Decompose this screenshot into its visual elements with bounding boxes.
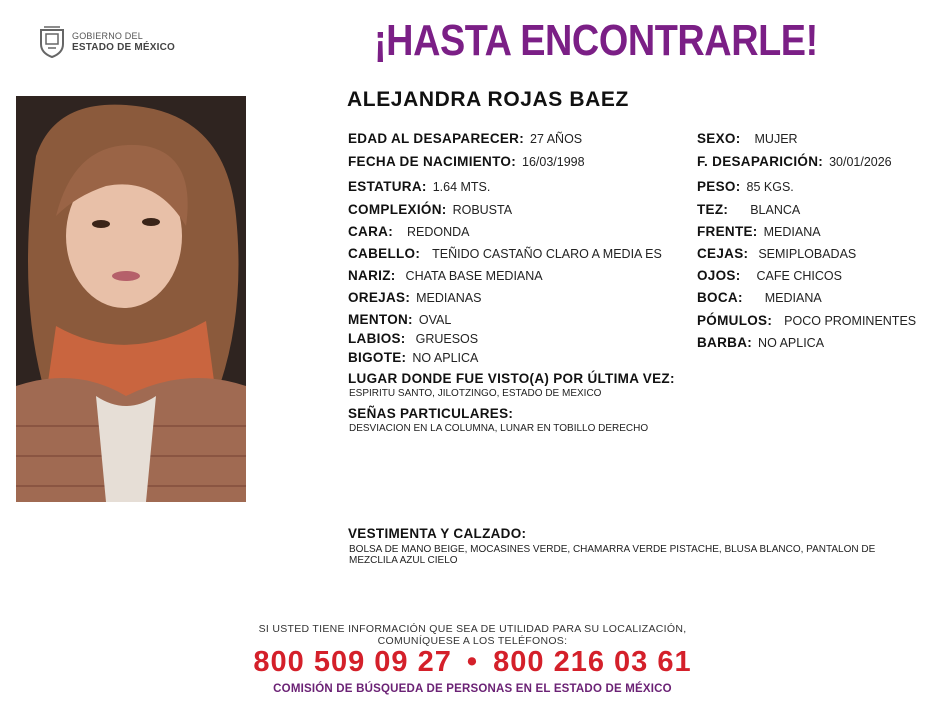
- field-label: FECHA DE NACIMIENTO:: [348, 154, 516, 169]
- field-label: TEZ:: [697, 202, 729, 217]
- field-label: ESTATURA:: [348, 179, 427, 194]
- field-value: 1.64 MTS.: [432, 180, 491, 194]
- field-estatura: [348, 179, 490, 195]
- field-label: PÓMULOS:: [697, 313, 773, 328]
- field-value: MEDIANA: [763, 225, 821, 239]
- state-logo: [38, 26, 175, 58]
- person-photo-icon: [16, 96, 246, 502]
- headline: ¡HASTA ENCONTRARLE!: [374, 16, 818, 65]
- field-edad: [348, 131, 582, 147]
- field-value: 16/03/1998: [522, 155, 585, 169]
- field-f-desaparicion: [697, 154, 892, 170]
- field-value: SEMIPLOBADAS: [758, 247, 857, 261]
- field-value: POCO PROMINENTES: [784, 314, 917, 328]
- person-name: ALEJANDRA ROJAS BAEZ: [347, 88, 629, 111]
- field-label: F. DESAPARICIÓN:: [697, 154, 824, 169]
- field-nariz: [348, 268, 543, 284]
- field-labios: [348, 331, 478, 347]
- field-value: MEDIANA: [764, 291, 822, 305]
- field-cara: [348, 224, 470, 240]
- logo-line-2: ESTADO DE MÉXICO: [72, 42, 176, 53]
- field-value: CAFE CHICOS: [756, 269, 842, 283]
- field-value: TEÑIDO CASTAÑO CLARO A MEDIA ES: [432, 247, 662, 261]
- field-value: NO APLICA: [412, 351, 479, 365]
- field-sexo: [697, 131, 798, 147]
- field-frente: [697, 224, 821, 240]
- field-label: CARA:: [348, 224, 393, 239]
- field-value: 27 AÑOS: [530, 132, 583, 146]
- field-label: BARBA:: [697, 335, 753, 350]
- field-pomulos: [697, 313, 916, 329]
- field-label: OREJAS:: [348, 290, 411, 305]
- phone-2[interactable]: 800 216 03 61: [493, 646, 692, 678]
- marks-text: DESVIACION EN LA COLUMNA, LUNAR EN TOBILLO DERECHO: [349, 423, 649, 434]
- field-orejas: [348, 290, 481, 306]
- field-complexion: [348, 202, 512, 218]
- field-cabello: [348, 246, 662, 262]
- field-label: MENTON:: [348, 312, 413, 327]
- marks-title: SEÑAS PARTICULARES:: [348, 406, 514, 421]
- field-label: CEJAS:: [697, 246, 749, 261]
- field-label: NARIZ:: [348, 268, 396, 283]
- phone-separator: •: [466, 646, 479, 678]
- clothing-line-1: BOLSA DE MANO BEIGE, MOCASINES VERDE, CHAMARRA VERDE PISTACHE, BLUSA BLANCO, PANTALON DE: [349, 544, 876, 555]
- field-peso: [697, 179, 794, 195]
- contact-line-1: SI USTED TIENE INFORMACIÓN QUE SEA DE UTILIDAD PARA SU LOCALIZACIÓN,: [258, 623, 687, 635]
- missing-person-photo: [16, 96, 246, 502]
- field-barba: [697, 335, 824, 351]
- field-value: MEDIANAS: [416, 291, 482, 305]
- field-boca: [697, 290, 822, 306]
- field-value: BLANCA: [750, 203, 801, 217]
- field-label: CABELLO:: [348, 246, 421, 261]
- field-value: GRUESOS: [415, 332, 479, 346]
- field-value: NO APLICA: [758, 336, 825, 350]
- field-menton: [348, 312, 451, 328]
- commission-name: COMISIÓN DE BÚSQUEDA DE PERSONAS EN EL ESTADO DE MÉXICO: [273, 683, 672, 695]
- phone-numbers: [0, 646, 945, 679]
- field-cejas: [697, 246, 856, 262]
- field-label: OJOS:: [697, 268, 741, 283]
- field-label: EDAD AL DESAPARECER:: [348, 131, 525, 146]
- field-label: PESO:: [697, 179, 741, 194]
- logo-line-1: GOBIERNO DEL: [72, 31, 143, 41]
- field-value: REDONDA: [407, 225, 470, 239]
- field-ojos: [697, 268, 842, 284]
- field-value: MUJER: [754, 132, 798, 146]
- contact-line-2: COMUNÍQUESE A LOS TELÉFONOS:: [377, 635, 568, 647]
- field-label: SEXO:: [697, 131, 741, 146]
- last-seen-title: LUGAR DONDE FUE VISTO(A) POR ÚLTIMA VEZ:: [348, 371, 675, 386]
- field-value: 30/01/2026: [829, 155, 892, 169]
- field-label: FRENTE:: [697, 224, 758, 239]
- field-label: BOCA:: [697, 290, 743, 305]
- field-value: ROBUSTA: [452, 203, 513, 217]
- field-tez: [697, 202, 800, 218]
- field-value: 85 KGS.: [746, 180, 794, 194]
- clothing-line-2: MEZCLILA AZUL CIELO: [349, 555, 458, 566]
- field-label: BIGOTE:: [348, 350, 407, 365]
- field-label: COMPLEXIÓN:: [348, 202, 447, 217]
- field-value: CHATA BASE MEDIANA: [405, 269, 543, 283]
- last-seen-text: ESPIRITU SANTO, JILOTZINGO, ESTADO DE MEXICO: [349, 388, 602, 399]
- phone-1[interactable]: 800 509 09 27: [253, 646, 452, 678]
- coat-of-arms-icon: [38, 26, 66, 58]
- clothing-title: VESTIMENTA Y CALZADO:: [348, 526, 527, 541]
- field-label: LABIOS:: [348, 331, 406, 346]
- field-fecha-nacimiento: [348, 154, 585, 170]
- field-bigote: [348, 350, 478, 366]
- field-value: OVAL: [418, 313, 452, 327]
